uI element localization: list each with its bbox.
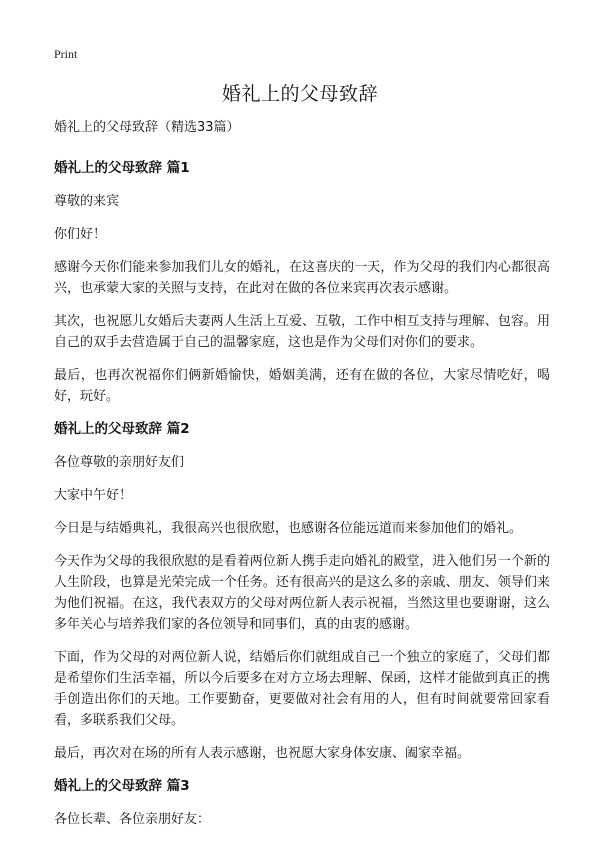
page-title: 婚礼上的父母致辞 <box>221 83 378 105</box>
document-body <box>54 118 550 842</box>
section-heading: 婚礼上的父母致辞 篇3 <box>54 778 190 794</box>
paragraph: 各位尊敬的亲朋好友们 <box>54 455 185 470</box>
paragraph: 大家中午好！ <box>54 488 133 503</box>
paragraph: 下面，作为父母的对两位新人说，结婚后你们就组成自己一个独立的家庭了，父母们都是希望你们生活幸福，所以今后要多在对方立场去理解、保函，这样才能做到真正的携手创造出你们的天地。工作要勤奋，更要做对社会有用的人，但有时间就要常回家看看，多联系我们父母。 <box>54 650 550 728</box>
paragraph: 尊敬的来宾 <box>54 194 120 209</box>
paragraph: 今日是与结婚典礼，我很高兴也很欣慰，也感谢各位能远道而来参加他们的婚礼。 <box>54 521 523 536</box>
paragraph: 其次，也祝愿儿女婚后夫妻两人生活上互爱、互敬，工作中相互支持与理解、包容。用自己的双手去营造属于自己的温馨家庭，这也是作为父母们对你们的要求。 <box>54 314 550 350</box>
paragraph: 今天作为父母的我很欣慰的是看着两位新人携手走向婚礼的殿堂，进入他们另一个新的人生阶段，也算是光荣完成一个任务。还有很高兴的是这么多的亲戚、朋友、领导们来为他们祝福。在这，我代表双方的父母对两位新人表示祝福，当然这里也要谢谢，这么多年关心与培养我们家的各位领导和同事们，真的由衷的感谢。 <box>54 554 550 632</box>
section-heading: 婚礼上的父母致辞 篇1 <box>54 160 190 176</box>
paragraph: 你们好！ <box>54 227 107 242</box>
section-heading: 婚礼上的父母致辞 篇2 <box>54 421 190 437</box>
paragraph: 最后，再次对在场的所有人表示感谢，也祝愿大家身体安康、阖家幸福。 <box>54 746 471 761</box>
paragraph: 感谢今天你们能来参加我们儿女的婚礼，在这喜庆的一天，作为父母的我们内心都很高兴，也承蒙大家的关照与支持，在此对在做的各位来宾再次表示感谢。 <box>54 260 550 296</box>
paragraph: 最后，也再次祝福你们俩新婚愉快，婚姻美满，还有在做的各位，大家尽情吃好，喝好，玩好。 <box>54 368 550 404</box>
document-subtitle: 婚礼上的父母致辞（精选33篇） <box>54 120 240 135</box>
paragraph: 各位长辈、各位亲朋好友： <box>54 812 211 827</box>
print-link[interactable]: Print <box>54 47 78 61</box>
